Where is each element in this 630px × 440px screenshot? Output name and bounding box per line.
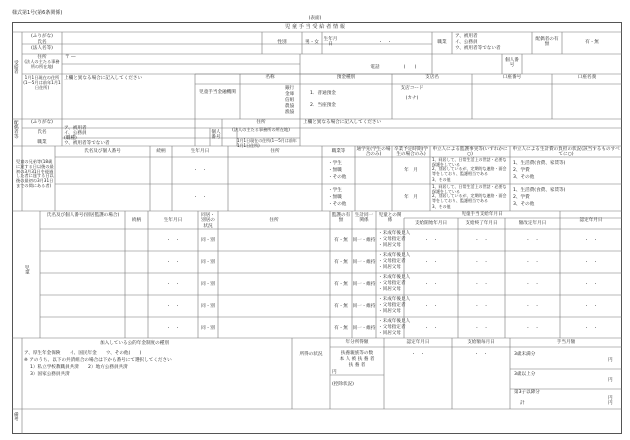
- children-care-col-support: 申立人による監護事実等(いずれかに○): [432, 147, 508, 158]
- eligible-row-3-suspend[interactable]: ・ ・: [525, 282, 540, 287]
- applicant-address-sub: (法人の主たる事務所の所在地): [24, 59, 60, 69]
- children-care-col-relation: 続柄: [156, 149, 166, 154]
- care-row-2-cost-3[interactable]: 3、その他: [513, 202, 535, 207]
- amount-row-1-label: 3歳未満分: [514, 352, 536, 357]
- eligible-row-1-livelihood[interactable]: 同一・維持: [352, 238, 376, 243]
- amount-row-3-label: 第3子以降分: [514, 390, 540, 395]
- eligible-row-1-remarks-2[interactable]: ・父母指定者: [378, 237, 406, 242]
- eligible-row-3-cohabit[interactable]: 同・別: [201, 282, 215, 287]
- eligible-row-2-start[interactable]: ・ ・: [424, 260, 438, 265]
- eligible-row-3-resume[interactable]: ・ ・: [584, 282, 598, 287]
- form-number: 様式第1号(第6条関係): [12, 10, 63, 16]
- bank-col-name: 名称: [265, 75, 275, 80]
- applicant-name-label: 氏名: [37, 40, 47, 45]
- eligible-row-4-resume[interactable]: ・ ・: [584, 304, 598, 309]
- eligible-row-5-suspend[interactable]: ・ ・: [525, 326, 540, 331]
- eligible-row-1-resume[interactable]: ・ ・: [584, 238, 598, 243]
- form-title: 児 童 手 当 受 給 者 情 報: [285, 24, 345, 30]
- relation-option-2[interactable]: イ、公務員: [455, 40, 478, 45]
- spouse-occupation-4[interactable]: ウ、被用者等でない者: [64, 141, 110, 146]
- spouse-section-label: 配偶者等: [13, 120, 19, 139]
- care-row-1-cost-2[interactable]: 2、学費: [513, 168, 530, 173]
- eligible-row-5-address-field[interactable]: [220, 319, 328, 337]
- bank-kind-3[interactable]: 信組: [285, 98, 295, 103]
- eligible-row-4-birth[interactable]: ・ ・: [166, 304, 180, 309]
- care-row-2-job-1[interactable]: ・学生: [328, 188, 342, 193]
- eligible-row-2-cohabit[interactable]: 同・別: [201, 260, 215, 265]
- eligible-row-4-livelihood[interactable]: 同一・維持: [352, 304, 376, 309]
- eligible-row-4-end[interactable]: ・ ・: [474, 304, 489, 309]
- relation-label: 職業: [437, 40, 447, 45]
- relation-option-3[interactable]: ウ、被用者等でない者: [455, 46, 501, 51]
- eligible-row-2-support[interactable]: 有・無: [334, 260, 348, 265]
- care-row-1-job-3[interactable]: ・その他: [328, 175, 347, 180]
- eligible-row-1-remarks-1[interactable]: ・未成年後見人: [378, 231, 411, 236]
- applicant-jan-address-label: 1月1日現在の住所(1～5月は前年1月1日住所): [23, 75, 61, 90]
- eligible-row-5-support[interactable]: 有・無: [334, 326, 348, 331]
- bank-col-holder: 口座名義: [577, 75, 597, 80]
- eligible-row-2-end[interactable]: ・ ・: [474, 260, 489, 265]
- tax-notes: (控除状況): [332, 382, 354, 387]
- eligible-row-2-remarks-2[interactable]: ・父母指定者: [378, 259, 406, 264]
- income-yen-mark: 円: [332, 370, 337, 375]
- eligible-row-4-start[interactable]: ・ ・: [424, 304, 438, 309]
- birth-label: 生年月日: [323, 37, 338, 48]
- care-row-1-job-2[interactable]: ・無職: [328, 168, 342, 173]
- care-row-2-support-2[interactable]: 2、別居しているが、定期的な連絡・面会等をしており、監護相当である: [432, 193, 507, 203]
- dependent-sub: 本 人 被 扶 養 者: [339, 357, 375, 362]
- phone-value[interactable]: ( ): [403, 65, 417, 70]
- eligible-col-start: 支給開始年月日: [414, 221, 448, 226]
- birth-value[interactable]: ・ ・: [378, 40, 392, 45]
- amount-row-2-label: 3歳以上分: [514, 372, 536, 377]
- eligible-row-5-remarks-1[interactable]: ・未成年後見人: [378, 319, 411, 324]
- eligible-row-1-support[interactable]: 有・無: [334, 238, 348, 243]
- pension-options-line1[interactable]: ア、厚生年金保険 イ、国民年金 ウ、その他( ): [24, 351, 142, 356]
- spouse-furigana-label: (ふりがな): [31, 120, 53, 125]
- care-row-1-graduate[interactable]: 年 月: [404, 168, 418, 173]
- care-row-2-cost-2[interactable]: 2、学費: [513, 195, 530, 200]
- bank-kind-5[interactable]: 漁協: [285, 110, 295, 115]
- eligible-row-4-suspend[interactable]: ・ ・: [525, 304, 540, 309]
- front-label: (表面): [308, 16, 322, 21]
- eligible-row-5-cohabit[interactable]: 同・別: [201, 326, 215, 331]
- children-care-col-graduate: 卒業予定時期(学生の場合のみ): [394, 147, 428, 158]
- amount-row-3-yen: 円: [608, 396, 613, 401]
- spouse-address-sub: (法人の主たる事務所の所在地): [232, 127, 290, 132]
- spouse-occupation-label: 職業: [37, 140, 47, 145]
- spouse-presence-label: 配偶者の有無: [535, 37, 559, 48]
- eligible-row-5-remarks-2[interactable]: ・父母指定者: [378, 325, 406, 330]
- children-care-col-birth: 生年月日: [190, 149, 210, 154]
- care-row-2-graduate[interactable]: 年 月: [404, 195, 418, 200]
- spouse-address-label: 住所: [256, 120, 266, 125]
- eligible-row-1-end[interactable]: ・ ・: [474, 238, 489, 243]
- kana-label: (カナ): [405, 96, 419, 101]
- income-status-label: 所得の状況: [299, 352, 323, 357]
- dependent-sub2: 扶 養 者: [348, 363, 366, 368]
- children-care-row-label: 児童の兄弟等(18歳に達する日以後の最初の3月31日を経過した者に達する日以後の最初の3月31日までの間にある者): [16, 159, 54, 189]
- bank-col-account: 口座番号: [502, 75, 522, 80]
- eligible-row-1-suspend[interactable]: ・ ・: [525, 238, 540, 243]
- eligible-row-2-address-field[interactable]: [220, 253, 328, 271]
- eligible-row-5-start[interactable]: ・ ・: [424, 326, 438, 331]
- cert-date-value[interactable]: ・ ・: [411, 352, 425, 357]
- spouse-number-label: 個人番号: [211, 130, 221, 141]
- eligible-row-5-end[interactable]: ・ ・: [474, 326, 489, 331]
- eligible-children-section-label: 児童: [24, 265, 30, 275]
- cert-date-label: 認定年月日: [406, 340, 430, 345]
- phone-label: 電話: [370, 65, 380, 70]
- care-row-1-job-1[interactable]: ・学生: [328, 161, 342, 166]
- pension-field[interactable]: [524, 57, 620, 72]
- care-row-1-support-1[interactable]: 1、同居して、日常生活上の世話・必要な保護をしている: [432, 157, 507, 167]
- care-row-1-support-3[interactable]: 3、その他: [432, 177, 451, 182]
- applicant-address-label: 住所: [37, 55, 47, 60]
- spouse-occupation-2[interactable]: イ、公務員: [64, 131, 87, 136]
- eligible-col-address: 住所: [269, 218, 279, 223]
- eligible-row-2-birth[interactable]: ・ ・: [166, 260, 180, 265]
- applicant-jan-address-note: 上欄と異なる場合に記入してください: [64, 76, 143, 81]
- care-row-2-cost-1[interactable]: 1、生活費(食費、家賃等): [513, 188, 566, 193]
- bank-col-type: 預金種別: [336, 75, 356, 80]
- pension-options-line2[interactable]: 1）私立学校教職員共済 2）地方公務員共済: [30, 365, 128, 370]
- amount-total-yen: 円: [608, 401, 613, 406]
- children-care-col-student: 通学先(学生の場合のみ): [356, 147, 391, 158]
- eligible-col-livelihood: 生計同一関係: [354, 213, 374, 224]
- eligible-row-4-cohabit[interactable]: 同・別: [201, 304, 215, 309]
- eligible-col-support: 監護の有無: [331, 213, 351, 224]
- care-row-2-birth[interactable]: ・ ・: [193, 195, 207, 200]
- eligible-row-1-name-field[interactable]: [42, 231, 122, 249]
- spouse-occupation-1[interactable]: ア、被用者: [64, 126, 87, 131]
- applicant-name-sub: (法人名等): [31, 46, 53, 51]
- seibetsu-value[interactable]: 男・女: [305, 40, 319, 45]
- amount-total-label: 計: [520, 401, 525, 406]
- care-row-2-support-3[interactable]: 3、その他: [432, 204, 451, 209]
- eligible-row-3-birth[interactable]: ・ ・: [166, 282, 180, 287]
- eligible-row-1-birth[interactable]: ・ ・: [166, 238, 180, 243]
- eligible-row-5-livelihood[interactable]: 同一・維持: [352, 326, 376, 331]
- eligible-row-4-remarks-3[interactable]: ・同居父母: [378, 309, 401, 314]
- pension-options-line3[interactable]: 3）国家公務員共済: [30, 372, 70, 377]
- eligible-row-1-address-field[interactable]: [220, 231, 328, 249]
- pension-note-line: ※ アのうち、以下の共済組合の場合は下から番号にて選択してください: [24, 358, 172, 363]
- spouse-address-field[interactable]: [303, 130, 619, 144]
- eligible-row-1-remarks-3[interactable]: ・同居父母: [378, 243, 401, 248]
- income-year-label: 年分所得額: [345, 340, 369, 345]
- eligible-row-1-start[interactable]: ・ ・: [424, 238, 438, 243]
- spouse-jan-address-note: 上欄と異なる場合に記入してください: [303, 120, 382, 125]
- care-row-2-support-1[interactable]: 1、同居して、日常生活上の世話・必要な保護をしている: [432, 184, 507, 194]
- amount-row-1-yen: 円: [608, 358, 613, 363]
- relation-option-1[interactable]: ア、被用者: [455, 34, 478, 39]
- eligible-col-cohabit: 同居・別居の状況: [201, 213, 215, 229]
- deposit-type-1[interactable]: 1．普通預金: [310, 91, 336, 96]
- children-care-col-name: 氏名及び個人番号: [84, 149, 121, 154]
- eligible-row-2-name-field[interactable]: [42, 253, 122, 271]
- eligible-row-3-livelihood[interactable]: 同一・維持: [352, 282, 376, 287]
- pension-label: 個人番号: [505, 58, 519, 69]
- bank-kind-2[interactable]: 金庫: [285, 92, 295, 97]
- eligible-row-4-support[interactable]: 有・無: [334, 304, 348, 309]
- eligible-row-3-remarks-3[interactable]: ・同居父母: [378, 287, 401, 292]
- bank-kind-1[interactable]: 銀行: [285, 86, 295, 91]
- eligible-col-suspend: 額改定年月日: [518, 221, 547, 226]
- eligible-row-3-end[interactable]: ・ ・: [474, 282, 489, 287]
- children-care-col-address: 住所: [270, 149, 280, 154]
- eligible-row-2-suspend[interactable]: ・ ・: [525, 260, 540, 265]
- eligible-row-4-remarks-2[interactable]: ・父母指定者: [378, 303, 406, 308]
- procedure-label: 手当月額: [556, 340, 576, 345]
- eligible-row-3-start[interactable]: ・ ・: [424, 282, 438, 287]
- amount-row-2-yen: 円: [608, 378, 613, 383]
- eligible-col-birth: 生年月日: [163, 218, 183, 223]
- branch-code-label: 支店コード: [400, 86, 424, 91]
- care-row-1-birth[interactable]: ・ ・: [193, 168, 207, 173]
- children-care-col-job: 職業等: [331, 149, 346, 154]
- amount-month-label: 支給額毎月日: [467, 340, 495, 345]
- eligible-row-3-address-field[interactable]: [220, 275, 328, 293]
- bank-col-branch: 支店名: [425, 75, 439, 80]
- pension-system-label: 加入している公的年金制度の種別: [100, 341, 169, 346]
- eligible-col-name: 氏名及び個人番号(别居監護の場合): [46, 213, 120, 218]
- eligible-row-4-address-field[interactable]: [220, 297, 328, 315]
- eligible-col-resume: 認定年月日: [579, 218, 603, 223]
- eligible-col-remarks: 児童との関係: [378, 213, 402, 224]
- eligible-col-allowance-group: 児童手当支給年月日: [461, 212, 503, 217]
- care-row-1-cost-3[interactable]: 3、その他: [513, 175, 535, 180]
- eligible-row-2-livelihood[interactable]: 同一・維持: [352, 260, 376, 265]
- eligible-row-3-support[interactable]: 有・無: [334, 282, 348, 287]
- spouse-presence-value[interactable]: 有・無: [585, 40, 599, 45]
- bank-kind-4[interactable]: 農協: [285, 104, 295, 109]
- remarks-label: 備考: [13, 412, 19, 422]
- eligible-row-3-remarks-2[interactable]: ・父母指定者: [378, 281, 406, 286]
- care-row-1-cost-1[interactable]: 1、生活費(食費、家賃等): [513, 161, 566, 166]
- spouse-name-label: 氏名: [37, 130, 47, 135]
- eligible-row-4-remarks-1[interactable]: ・未成年後見人: [378, 297, 411, 302]
- bank-section-label: 児童手当金融機関: [199, 90, 236, 95]
- applicant-name-field[interactable]: [64, 36, 260, 52]
- eligible-row-5-name-field[interactable]: [42, 319, 122, 337]
- eligible-row-2-remarks-1[interactable]: ・未成年後見人: [378, 253, 411, 258]
- deposit-type-2[interactable]: 2．当座預金: [310, 103, 336, 108]
- eligible-row-1-cohabit[interactable]: 同・別: [201, 238, 215, 243]
- eligible-col-relation: 続柄: [131, 218, 142, 223]
- spouse-jan-address-label: 1月1日現在の住所(1～5月は前年1月1日住所): [237, 138, 297, 148]
- dependent-label: 扶養親族等の数: [340, 351, 374, 356]
- care-row-1-support-2[interactable]: 2、別居しているが、定期的な連絡・面会等をしており、監護相当である: [432, 166, 507, 176]
- eligible-row-4-name-field[interactable]: [42, 297, 122, 315]
- care-row-2-job-3[interactable]: ・その他: [328, 202, 347, 207]
- applicant-furigana-label: (ふりがな): [31, 34, 53, 39]
- applicant-address-field[interactable]: [64, 62, 296, 72]
- remarks-field[interactable]: [24, 411, 620, 432]
- seibetsu-label: 性別: [277, 40, 287, 45]
- amount-month-value[interactable]: ・ ・: [474, 352, 488, 357]
- applicant-postal-mark: 〒 ―: [65, 55, 76, 60]
- eligible-row-5-remarks-3[interactable]: ・同居父母: [378, 331, 401, 336]
- care-row-2-job-2[interactable]: ・無職: [328, 195, 342, 200]
- eligible-row-2-remarks-3[interactable]: ・同居父母: [378, 265, 401, 270]
- applicant-section-label: 受給者: [13, 60, 19, 74]
- eligible-col-end: 支給終了年月日: [465, 221, 498, 226]
- eligible-row-3-remarks-1[interactable]: ・未成年後見人: [378, 275, 411, 280]
- eligible-row-5-birth[interactable]: ・ ・: [166, 326, 180, 331]
- eligible-row-5-resume[interactable]: ・ ・: [584, 326, 598, 331]
- spouse-occupation-3[interactable]: (職種): [64, 136, 77, 141]
- children-care-col-cost: 申立人による生計費の負担の状況(該当するものすべてに○): [512, 147, 620, 158]
- eligible-row-3-name-field[interactable]: [42, 275, 122, 293]
- eligible-row-2-resume[interactable]: ・ ・: [584, 260, 598, 265]
